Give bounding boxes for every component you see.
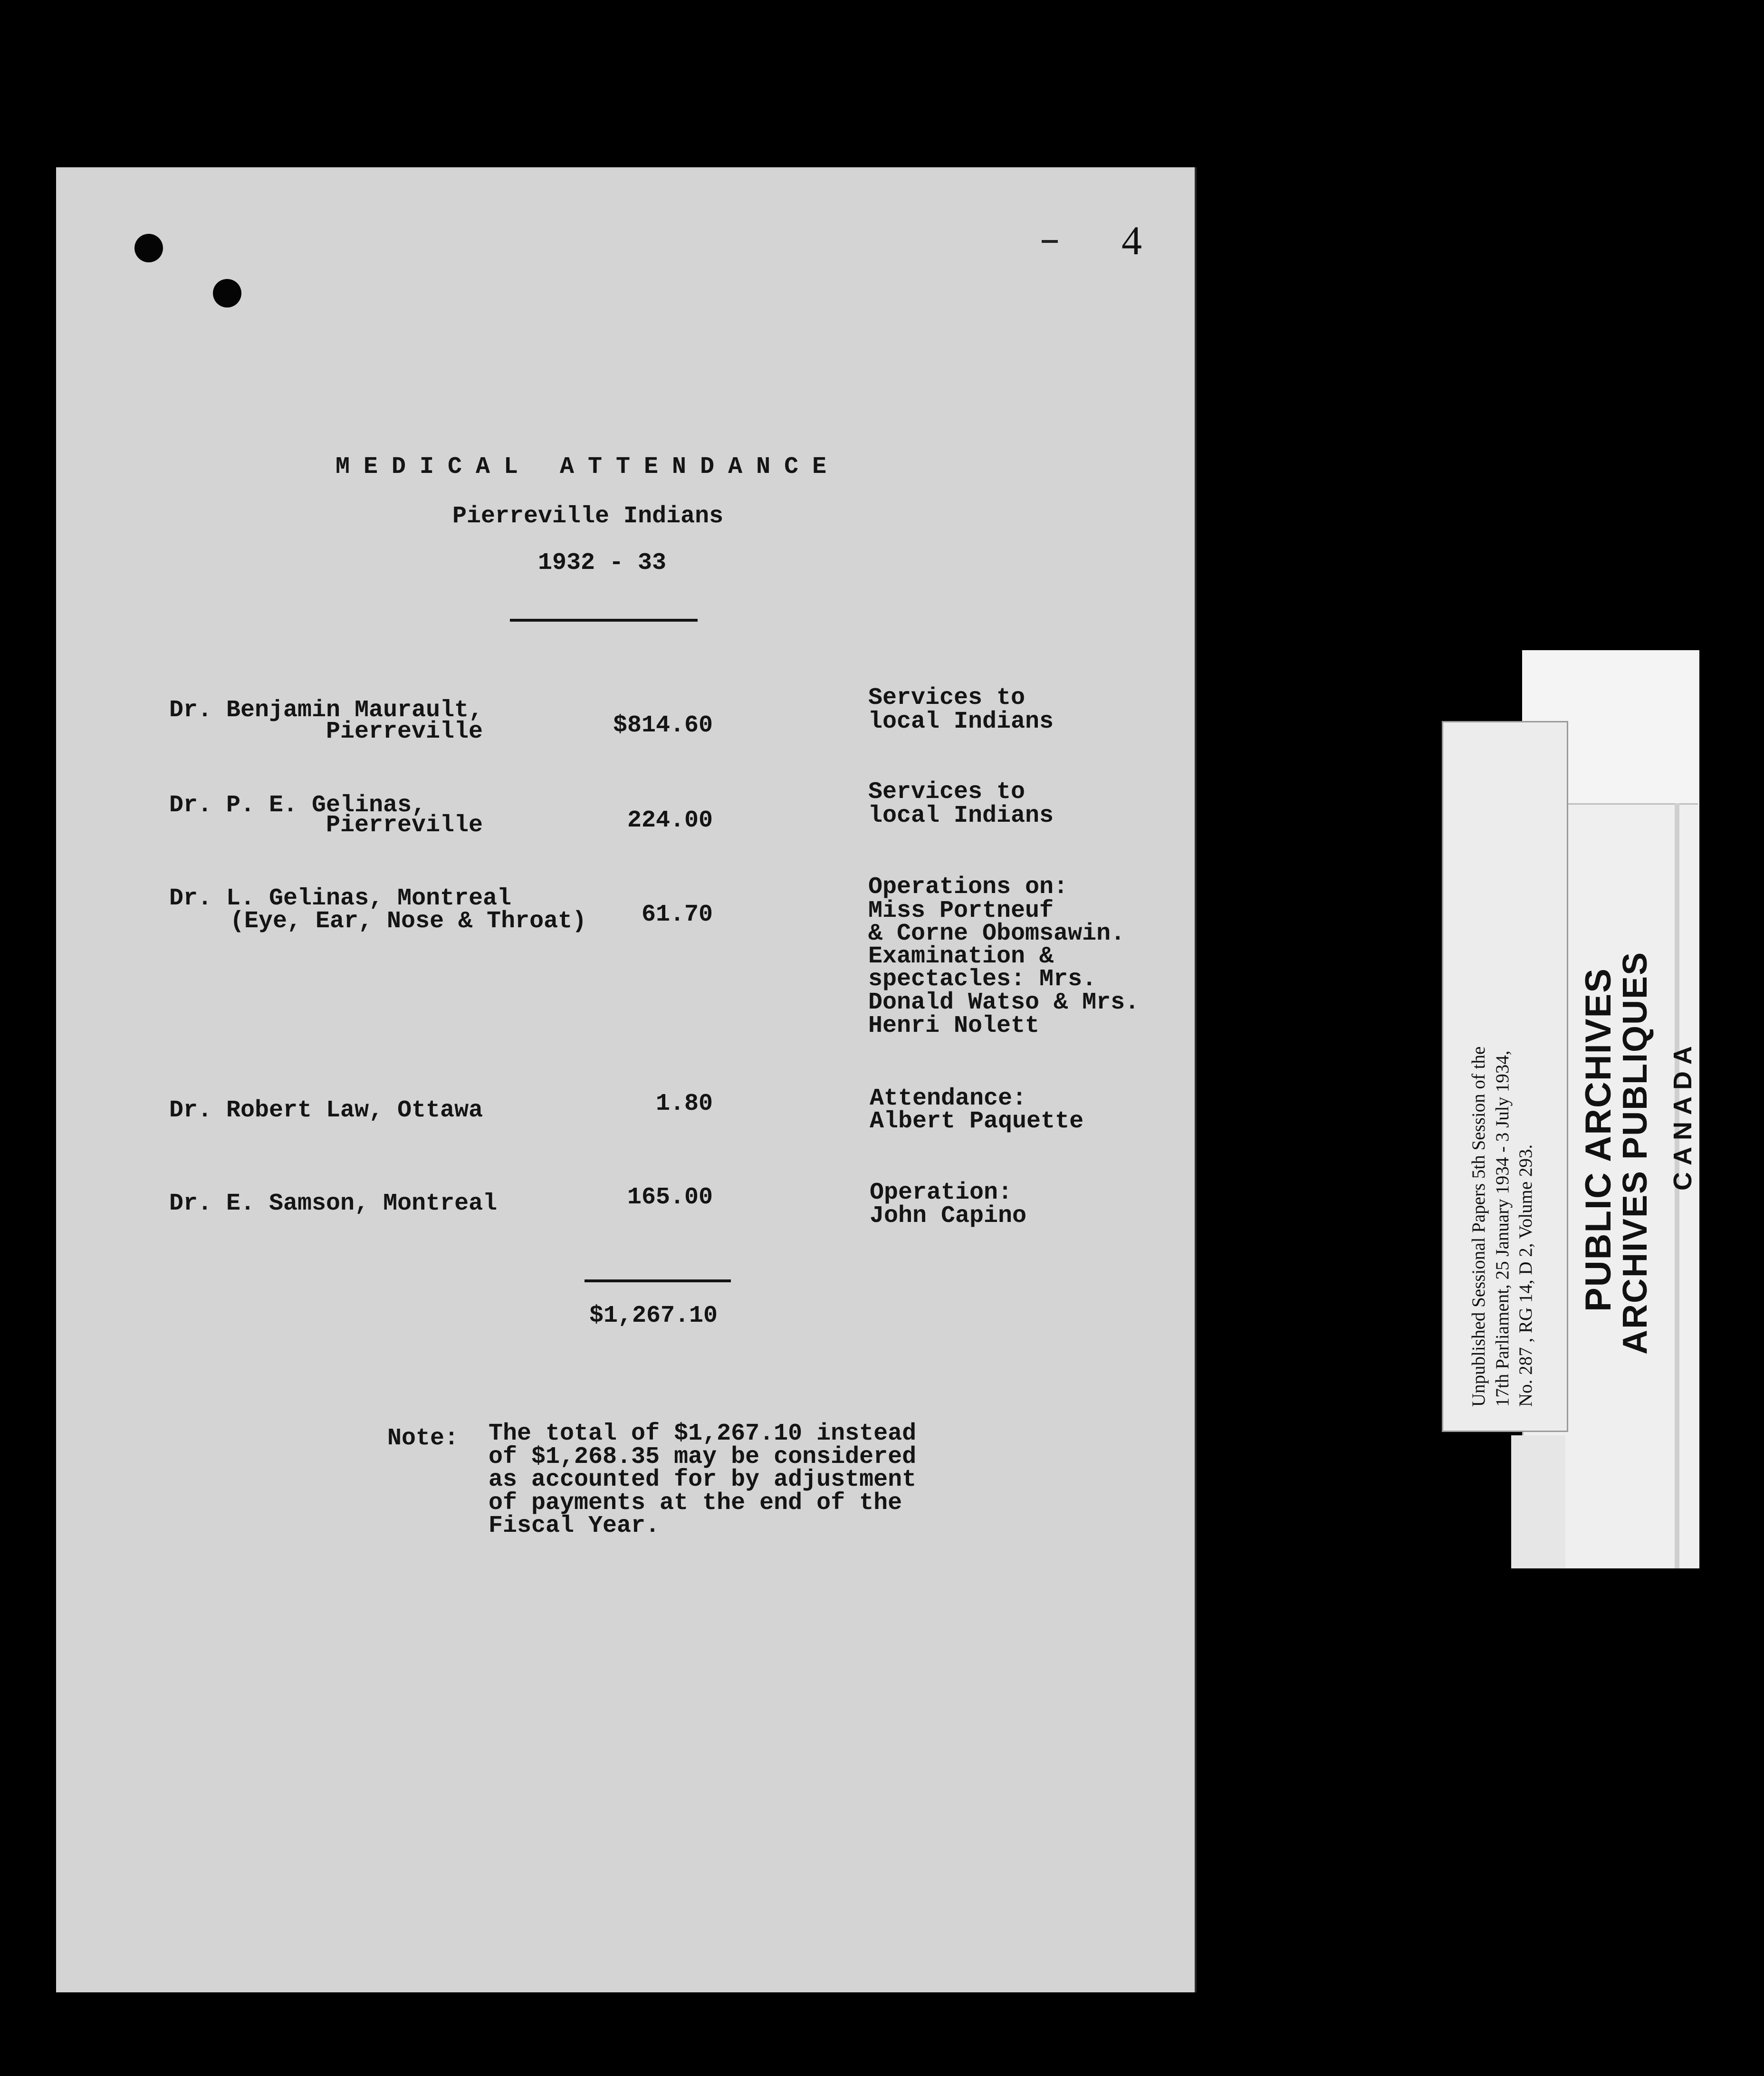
total-amount: $1,267.10 xyxy=(589,1302,718,1329)
archive-stamp-publiques: ARCHIVES PUBLIQUES xyxy=(1616,951,1654,1355)
document-page xyxy=(56,167,1197,1992)
archive-tag-lower xyxy=(1511,1435,1565,1568)
archive-caption-line: 17th Parliament, 25 January 1934 - 3 July 1934, xyxy=(1492,1050,1513,1407)
amount: 224.00 xyxy=(627,807,713,834)
punch-hole xyxy=(213,279,241,308)
doctor-location: Pierreville xyxy=(326,718,483,745)
archive-stamp-canada: CANADA xyxy=(1668,1039,1697,1191)
doctor-name: Dr. P. E. Gelinas, xyxy=(169,792,426,819)
doctor-name: Dr. Benjamin Maurault, xyxy=(169,697,483,724)
page-number-dash xyxy=(1042,240,1058,243)
doctor-name: Dr. E. Samson, Montreal xyxy=(169,1190,498,1217)
amount: 165.00 xyxy=(627,1184,713,1211)
service-detail: & Corne Obomsawin. xyxy=(868,920,1125,947)
document-period: 1932 - 33 xyxy=(538,549,667,577)
service-detail: local Indians xyxy=(868,708,1054,735)
service-detail: Attendance: xyxy=(870,1085,1027,1112)
page-number: 4 xyxy=(1122,218,1142,263)
doctor-specialty: (Eye, Ear, Nose & Throat) xyxy=(230,908,587,935)
note-line: of $1,268.35 may be considered xyxy=(489,1443,917,1470)
note-label: Note: xyxy=(387,1425,459,1452)
service-detail: local Indians xyxy=(868,802,1054,829)
service-detail: Operation: xyxy=(870,1179,1013,1206)
amount: 1.80 xyxy=(655,1090,713,1117)
archive-stamp-public: PUBLIC ARCHIVES xyxy=(1578,968,1619,1312)
title-rule xyxy=(510,619,698,622)
note-line: of payments at the end of the xyxy=(489,1490,902,1517)
service-detail: Albert Paquette xyxy=(870,1108,1084,1135)
service-detail: John Capino xyxy=(870,1202,1027,1230)
service-detail: Henri Nolett xyxy=(868,1012,1040,1039)
service-detail: Examination & xyxy=(868,943,1054,970)
note-line: The total of $1,267.10 instead xyxy=(489,1420,917,1447)
service-detail: Miss Portneuf xyxy=(868,897,1054,924)
archive-caption-line: No. 287 , RG 14, D 2, Volume 293. xyxy=(1515,1144,1536,1407)
amount: 61.70 xyxy=(641,901,713,928)
archive-caption-line: Unpublished Sessional Papers 5th Session of the xyxy=(1468,1046,1489,1407)
service-detail: spectacles: Mrs. xyxy=(868,966,1097,993)
document-subtitle: Pierreville Indians xyxy=(452,503,724,530)
service-detail: Services to xyxy=(868,684,1026,711)
document-title: MEDICAL ATTENDANCE xyxy=(336,453,841,481)
total-rule xyxy=(585,1279,731,1282)
amount: $814.60 xyxy=(613,712,713,739)
doctor-name: Dr. L. Gelinas, Montreal xyxy=(169,885,512,912)
punch-hole xyxy=(134,234,163,262)
doctor-name: Dr. Robert Law, Ottawa xyxy=(169,1097,483,1124)
service-detail: Donald Watso & Mrs. xyxy=(868,989,1140,1016)
doctor-location: Pierreville xyxy=(326,812,483,839)
note-line: as accounted for by adjustment xyxy=(489,1466,917,1493)
note-line: Fiscal Year. xyxy=(489,1512,660,1539)
service-detail: Services to xyxy=(868,778,1026,806)
service-detail: Operations on: xyxy=(868,874,1068,901)
